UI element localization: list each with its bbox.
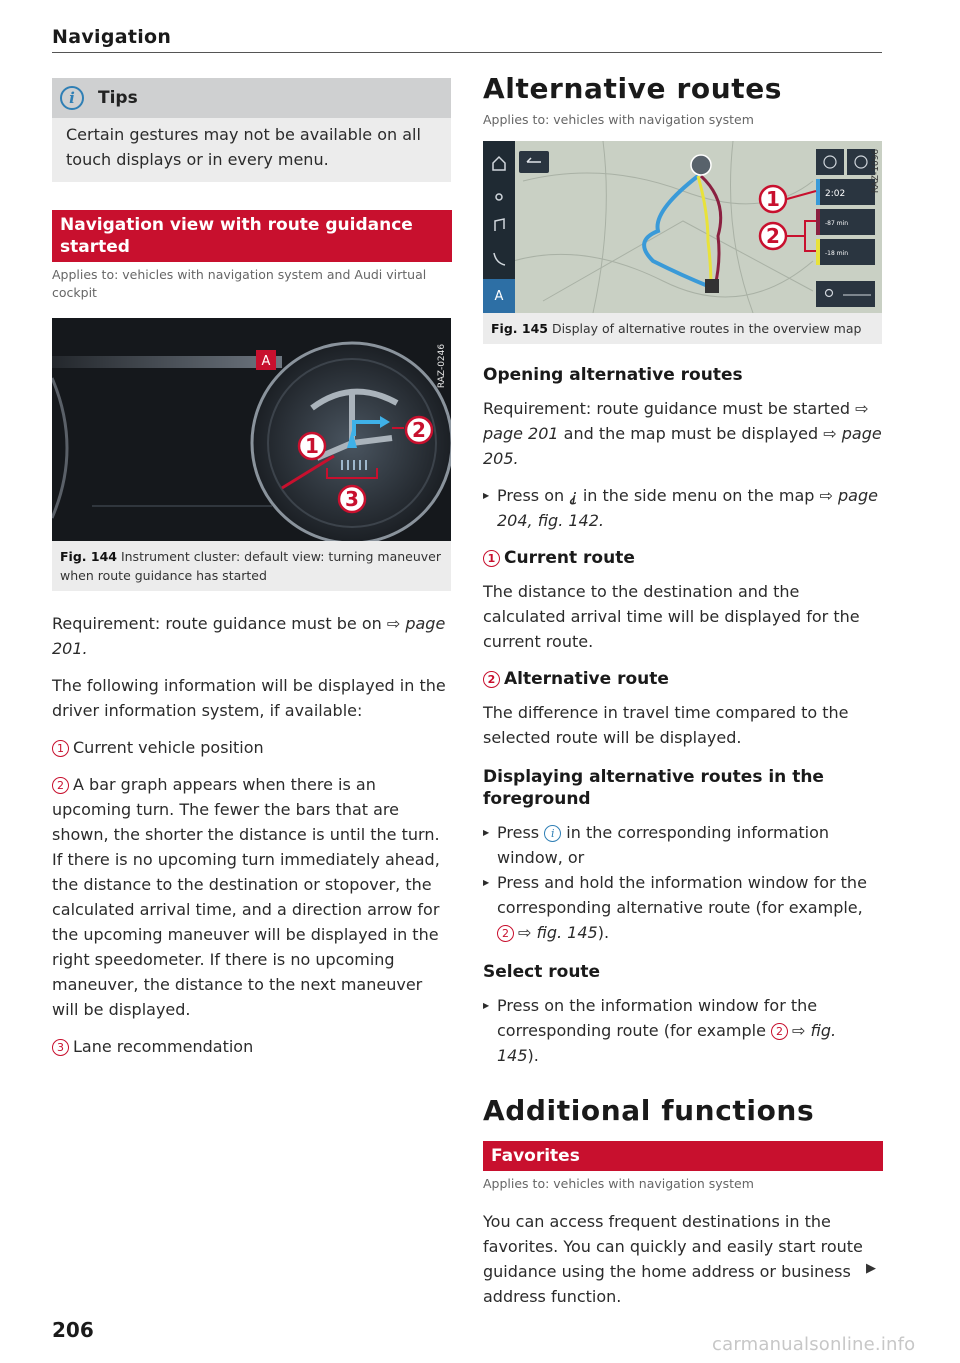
callout-1: 1	[766, 187, 780, 211]
page-ref-204[interactable]: ⇨ page 204, fig. 142.	[497, 486, 878, 530]
requirement-mid: and the map must be displayed	[558, 424, 819, 443]
info-icon: i	[60, 86, 84, 110]
foreground-step-1	[483, 820, 883, 870]
alternative-routes-icon: ⸘	[569, 486, 578, 505]
callout-badge: 2	[771, 1023, 788, 1040]
alternative-route-text: The difference in travel time compared to the selected route will be displayed.	[483, 703, 849, 747]
list-item-text: Current vehicle position	[73, 738, 264, 757]
foreground-step-2	[483, 870, 883, 945]
nav-icon[interactable]: A	[494, 289, 504, 304]
requirement-text: Requirement: route guidance must be on	[52, 614, 382, 633]
zoom-control[interactable]	[816, 281, 875, 307]
heading-additional-functions: Additional functions	[483, 1094, 815, 1127]
tips-header	[52, 78, 451, 118]
destination-flag-icon	[705, 279, 719, 293]
tips-title: Tips	[98, 88, 138, 108]
tips-text: Certain gestures may not be available on all touch displays or in every menu.	[66, 125, 421, 169]
step-text: in the corresponding information window, or	[497, 823, 830, 867]
section-heading-nav-view: Navigation view with route guidance started	[52, 210, 452, 262]
callout-badge: 2	[483, 671, 500, 688]
page-number: 206	[52, 1318, 94, 1342]
step-text: Press on	[497, 486, 565, 505]
left-column	[52, 78, 452, 1059]
callout-badge: 1	[52, 740, 69, 757]
right-column	[483, 72, 883, 1309]
panel-alt-route-1[interactable]: -87 min	[825, 220, 849, 227]
applies-to-favorites: Applies to: vehicles with navigation system	[483, 1176, 754, 1191]
select-route-step	[483, 993, 883, 1068]
info-icon: i	[544, 825, 561, 842]
opening-step	[483, 483, 883, 533]
heading-current-route	[483, 547, 883, 569]
caption-label: Fig. 145	[491, 321, 548, 336]
callout-badge: 1	[483, 550, 500, 567]
step-text: ).	[597, 923, 610, 942]
figure-145	[483, 141, 882, 344]
list-item-text: A bar graph appears when there is an upcoming turn. The fewer the bars that are shown, the shorter the distance is until the turn. If there is no upcoming turn immediately ahead, the distance to the destination or stopover, the calculated arrival time, and a direction arrow for the upcoming maneuver will be displayed in the right speedometer. If there is no upcoming maneuver, the distance to the next maneuver will be displayed.	[52, 775, 440, 1019]
callout-2: 2	[412, 418, 426, 442]
figure-145-caption	[483, 313, 882, 344]
page-ref-205[interactable]: ⇨ page 205.	[483, 424, 882, 468]
callout-2: 2	[766, 224, 780, 248]
step-text: Press on the information window for the corresponding route (for example	[497, 996, 818, 1040]
callout-badge: 2	[497, 925, 514, 942]
heading-alternative-route	[483, 668, 883, 690]
page-ref-201[interactable]: ⇨ page 201	[483, 399, 869, 443]
caption-text: Instrument cluster: default view: turning maneuver when route guidance has started	[60, 549, 441, 583]
figure-code: RAZ-1096	[871, 148, 881, 194]
step-text: Press	[497, 823, 540, 842]
overview-map-image	[483, 141, 882, 313]
applies-to-nav-view: Applies to: vehicles with navigation system and Audi virtual cockpit	[52, 267, 427, 300]
figure-code: RAZ-0246	[437, 343, 447, 389]
requirement-text: Requirement: route guidance must be started	[483, 399, 851, 418]
step-text: ).	[527, 1046, 539, 1065]
intro-paragraph: The following information will be displayed in the driver information system, if available:	[52, 676, 446, 720]
page-header-title: Navigation	[52, 26, 172, 48]
applies-to-alt-routes: Applies to: vehicles with navigation system	[483, 112, 754, 127]
figure-ref-145[interactable]: ⇨ fig. 145	[497, 1021, 837, 1065]
list-item	[52, 1034, 452, 1059]
display-mode-label: A	[261, 354, 271, 369]
step-text: in the side menu on the map	[582, 486, 815, 505]
callout-3: 3	[345, 487, 359, 511]
panel-current-time: 2:02	[825, 189, 846, 199]
compass-button[interactable]	[816, 149, 844, 175]
favorites-text: You can access frequent destinations in the favorites. You can quickly and easily start route guidance using the home address or business address function.	[483, 1212, 863, 1306]
current-route-text: The distance to the destination and the calculated arrival time will be displayed for the current route.	[483, 582, 860, 651]
list-item	[52, 772, 452, 1022]
caption-text: Display of alternative routes in the overview map	[551, 321, 862, 336]
tips-box	[52, 78, 451, 182]
heading-text: Alternative route	[504, 669, 669, 689]
section-heading-favorites: Favorites	[483, 1141, 883, 1171]
opening-requirement	[483, 396, 883, 471]
header-divider	[52, 52, 882, 53]
heading-opening-alt-routes: Opening alternative routes	[483, 365, 743, 385]
panel-alt-route-2[interactable]: -18 min	[825, 250, 849, 257]
list-item	[52, 735, 452, 760]
page-ref-201[interactable]: ⇨ page 201.	[52, 614, 446, 658]
heading-foreground: Displaying alternative routes in the foreground	[483, 767, 824, 809]
caption-label: Fig. 144	[60, 549, 117, 564]
requirement-nav-view	[52, 611, 452, 661]
next-page-arrow-icon: ▶	[866, 1261, 876, 1276]
figure-144-caption	[52, 541, 451, 591]
callout-1: 1	[305, 434, 319, 458]
callout-badge: 2	[52, 777, 69, 794]
step-text: Press and hold the information window for the corresponding alternative route (for example,	[497, 873, 867, 917]
heading-select-route: Select route	[483, 962, 601, 982]
figure-ref-145[interactable]: ⇨ fig. 145	[518, 923, 598, 942]
instrument-cluster-image	[52, 318, 451, 541]
heading-text: Current route	[504, 548, 635, 568]
heading-alternative-routes: Alternative routes	[483, 72, 783, 105]
watermark: carmanualsonline.info	[712, 1334, 916, 1355]
figure-144	[52, 318, 451, 591]
list-item-text: Lane recommendation	[73, 1037, 254, 1056]
callout-badge: 3	[52, 1039, 69, 1056]
